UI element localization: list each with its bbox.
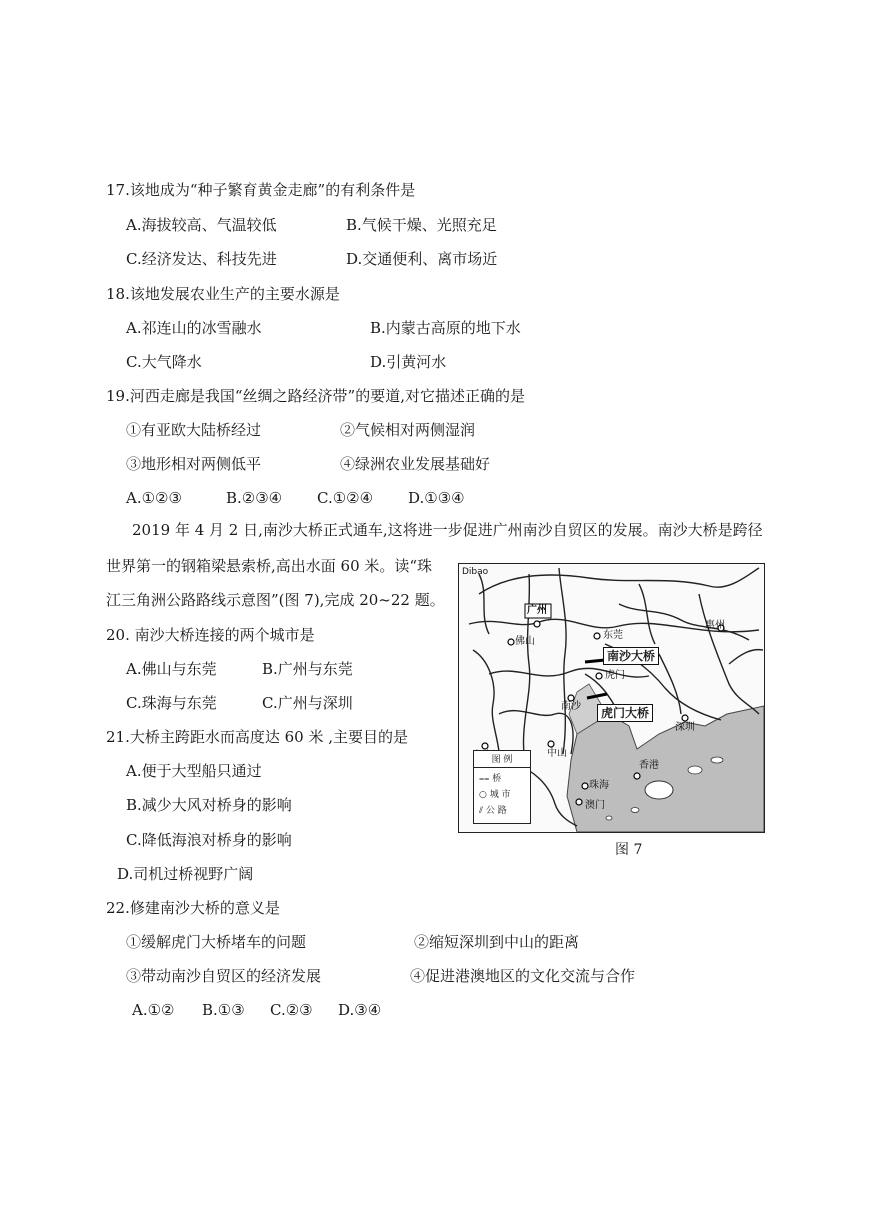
q19-statement-2: ②气候相对两侧湿润 xyxy=(340,421,476,439)
legend-city xyxy=(479,789,511,801)
q18-stem: 18.该地发展农业生产的主要水源是 xyxy=(106,285,340,303)
city-label-xianggang: 香港 xyxy=(639,760,659,771)
q17-option-c: C.经济发达、科技先进 xyxy=(126,250,277,268)
q19-stem: 19.河西走廊是我国“丝绸之路经济带”的要道,对它描述正确的是 xyxy=(106,387,525,405)
q20-stem: 20. 南沙大桥连接的两个城市是 xyxy=(106,626,315,644)
map-watermark: Dibao xyxy=(462,567,489,577)
city-label-nansha: 南沙 xyxy=(561,701,581,712)
map-caption: 图 7 xyxy=(615,842,643,858)
q19-option-d: D.①③④ xyxy=(408,489,465,507)
q17-option-d: D.交通便利、离市场近 xyxy=(346,250,498,268)
q19-option-b: B.②③④ xyxy=(226,489,283,507)
q22-option-b: B.①③ xyxy=(202,1001,245,1019)
nansha-bridge-line xyxy=(585,660,605,662)
legend-road xyxy=(479,805,507,817)
island xyxy=(606,816,612,820)
q19-option-a: A.①②③ xyxy=(126,489,182,507)
q21-option-b: B.减少大风对桥身的影响 xyxy=(126,796,292,814)
q17-option-a: A.海拔较高、气温较低 xyxy=(126,216,277,234)
bridge-symbol-icon: ⩵ xyxy=(479,774,493,784)
legend-city-label: 城 市 xyxy=(489,790,511,800)
q19-option-c: C.①②④ xyxy=(317,489,374,507)
city-symbol-icon: ○ xyxy=(479,790,490,800)
q18-option-d: D.引黄河水 xyxy=(370,353,447,371)
road-symbol-icon: ⫽ xyxy=(479,806,486,816)
city-label-shenzhen: 深圳 xyxy=(675,722,695,733)
q19-statement-3: ③地形相对两侧低平 xyxy=(126,455,262,473)
sea-area xyxy=(567,706,764,832)
island xyxy=(711,757,723,763)
q18-option-b: B.内蒙古高原的地下水 xyxy=(370,319,521,337)
q22-option-c: C.②③ xyxy=(270,1001,313,1019)
island xyxy=(631,808,639,813)
q17-option-b: B.气候干燥、光照充足 xyxy=(346,216,497,234)
city-label-zhuhai: 珠海 xyxy=(589,780,609,791)
q21-option-d: D.司机过桥视野广阔 xyxy=(117,865,254,883)
legend-title: 图 例 xyxy=(474,753,530,768)
q22-option-d: D.③④ xyxy=(338,1001,382,1019)
city-label-foshan: 佛山 xyxy=(515,636,535,647)
q17-stem: 17.该地成为“种子繁育黄金走廊”的有利条件是 xyxy=(106,181,416,199)
q22-statement-2: ②缩短深圳到中山的距离 xyxy=(414,933,580,951)
q22-statement-4: ④促进港澳地区的文化交流与合作 xyxy=(410,967,636,985)
q22-stem: 22.修建南沙大桥的意义是 xyxy=(106,899,280,917)
q19-statement-1: ①有亚欧大陆桥经过 xyxy=(126,421,262,439)
island xyxy=(688,766,702,774)
legend-bridge-label: 桥 xyxy=(492,774,502,784)
q20-option-d: C.广州与深圳 xyxy=(262,694,353,712)
city-label-aomen: 澳门 xyxy=(585,800,605,811)
q20-option-c: C.珠海与东莞 xyxy=(126,694,217,712)
q18-option-c: C.大气降水 xyxy=(126,353,202,371)
passage-line-1: 2019 年 4 月 2 日,南沙大桥正式通车,这将进一步促进广州南沙自贸区的发展。南沙大桥是跨径 xyxy=(132,521,763,539)
city-label-humen: 虎门 xyxy=(605,670,625,681)
city-label-huizhou: 惠州 xyxy=(705,620,725,631)
q20-option-b: B.广州与东莞 xyxy=(262,660,353,678)
q21-option-a: A.便于大型船只通过 xyxy=(126,762,262,780)
q19-statement-4: ④绿洲农业发展基础好 xyxy=(340,455,491,473)
q21-stem: 21.大桥主跨距水而高度达 60 米 ,主要目的是 xyxy=(106,728,409,746)
pearl-river-delta-road-map xyxy=(458,563,765,833)
city-label-guangzhou: 广州 xyxy=(527,605,547,616)
humen-bridge-label: 虎门大桥 xyxy=(597,704,653,722)
legend-road-label: 公 路 xyxy=(485,806,507,816)
q22-statement-3: ③带动南沙自贸区的经济发展 xyxy=(126,967,322,985)
q22-option-a: A.①② xyxy=(132,1001,175,1019)
city-label-zhongshan: 中山 xyxy=(547,748,567,759)
nansha-bridge-label: 南沙大桥 xyxy=(603,647,659,665)
passage-line-2: 世界第一的钢箱梁悬索桥,高出水面 60 米。读“珠 xyxy=(106,557,433,575)
legend-bridge xyxy=(479,773,501,785)
q22-statement-1: ①缓解虎门大桥堵车的问题 xyxy=(126,933,307,951)
passage-line-3: 江三角洲公路路线示意图”(图 7),完成 20~22 题。 xyxy=(106,591,445,609)
map-legend xyxy=(473,750,531,824)
hongkong-island xyxy=(645,781,673,799)
city-label-dongguan: 东莞 xyxy=(603,630,623,641)
q20-option-a: A.佛山与东莞 xyxy=(126,660,217,678)
q21-option-c: C.降低海浪对桥身的影响 xyxy=(126,831,292,849)
q18-option-a: A.祁连山的冰雪融水 xyxy=(126,319,262,337)
